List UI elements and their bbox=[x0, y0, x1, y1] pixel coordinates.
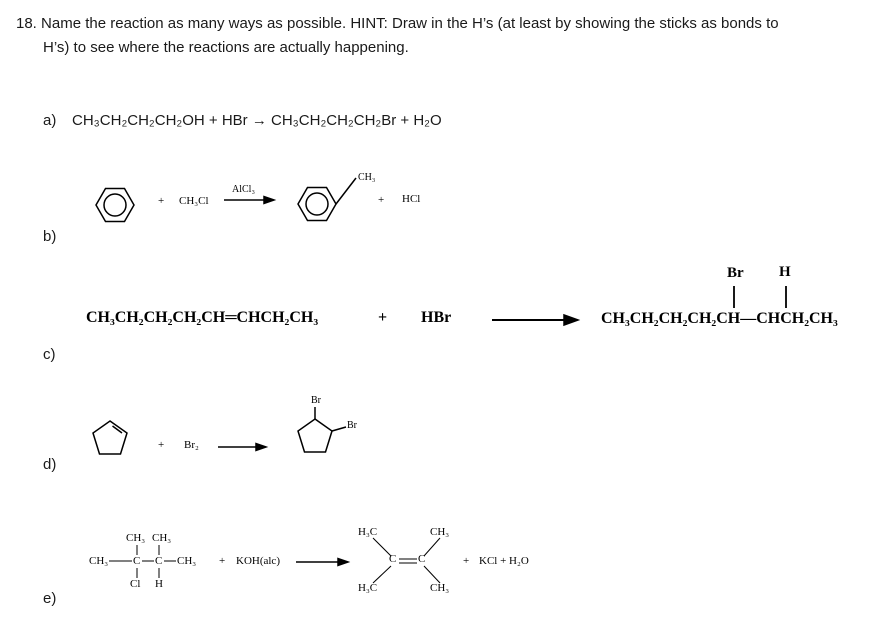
part-e-hydrogen: H bbox=[155, 578, 163, 590]
part-a-equation: CH₃CH₂CH₂CH₂OH + HBr → CH₃CH₂CH₂CH₂Br + H₂O bbox=[72, 112, 442, 129]
part-d-reagent: Br₂ bbox=[184, 439, 199, 451]
part-c-reactant: CH₃CH₂CH₂CH₂CH═CHCH₂CH₃ bbox=[86, 309, 319, 326]
part-e-product-top-left: H₃C bbox=[358, 526, 378, 538]
question-number: 18. bbox=[16, 15, 37, 32]
part-e-chlorine: Cl bbox=[130, 578, 141, 590]
part-b-reagent: CH₃Cl bbox=[179, 195, 209, 207]
part-b-benzene-reactant bbox=[96, 189, 134, 222]
part-e-product-carbon-1: C bbox=[389, 553, 397, 565]
part-e-product-carbon-2: C bbox=[418, 553, 426, 565]
part-d-product-br-1: Br bbox=[311, 395, 321, 406]
part-b-byproduct: HCl bbox=[402, 193, 421, 205]
part-b-plus-2: + bbox=[378, 194, 385, 206]
part-a-label: a) bbox=[43, 112, 57, 129]
question-line-1: Name the reaction as many ways as possible. HINT: Draw in the H’s (at least by showing the sticks as bonds to bbox=[41, 15, 779, 32]
part-e-plus-2: + bbox=[463, 555, 470, 567]
part-d-plus: + bbox=[158, 439, 165, 451]
part-d-cyclopentene bbox=[93, 421, 127, 454]
part-e-product-bottom-right: CH₃ bbox=[430, 582, 450, 594]
part-b-plus-1: + bbox=[158, 195, 165, 207]
part-c-reagent: HBr bbox=[421, 309, 452, 326]
part-c-plus: + bbox=[378, 309, 388, 326]
part-e-reactant-bonds bbox=[109, 545, 176, 578]
part-e-plus-1: + bbox=[219, 555, 226, 567]
part-e-byproducts: KCl + H₂O bbox=[479, 555, 529, 567]
part-c-product-h: H bbox=[779, 264, 791, 280]
part-e-product-bonds bbox=[373, 538, 440, 583]
part-b-label: b) bbox=[43, 228, 57, 245]
part-b-arrow-head bbox=[264, 197, 274, 204]
part-d-product-br-2: Br bbox=[347, 420, 357, 431]
part-c-arrow-head bbox=[564, 315, 578, 325]
part-b-catalyst: AlCl₃ bbox=[232, 184, 255, 195]
part-b-substituent: CH₃ bbox=[358, 172, 376, 183]
part-e-left-ch3: CH₃ bbox=[89, 555, 109, 567]
question-line-2: H’s) to see where the reactions are actually happening. bbox=[43, 39, 409, 56]
part-e-label: e) bbox=[43, 590, 57, 607]
part-e-product-top-right: CH₃ bbox=[430, 526, 450, 538]
part-d-dibromocyclopentane bbox=[298, 407, 346, 452]
part-e-product-bottom-left: H₃C bbox=[358, 582, 378, 594]
part-c-product: CH₃CH₂CH₂CH₂CH—CHCH₂CH₃ bbox=[601, 310, 838, 327]
part-e-base: KOH(alc) bbox=[236, 555, 280, 567]
part-e-arrow-head bbox=[338, 559, 348, 566]
part-c-product-br: Br bbox=[727, 265, 744, 281]
part-e-carbon-1: C bbox=[133, 555, 141, 567]
part-b-toluene-product bbox=[298, 178, 356, 221]
part-e-carbon-2: C bbox=[155, 555, 163, 567]
part-e-right-ch3: CH₃ bbox=[177, 555, 197, 567]
part-d-label: d) bbox=[43, 456, 57, 473]
part-e-top-ch3-2: CH₃ bbox=[152, 532, 172, 544]
part-d-arrow-head bbox=[256, 444, 266, 451]
part-e-top-ch3-1: CH₃ bbox=[126, 532, 146, 544]
part-c-label: c) bbox=[43, 346, 56, 363]
